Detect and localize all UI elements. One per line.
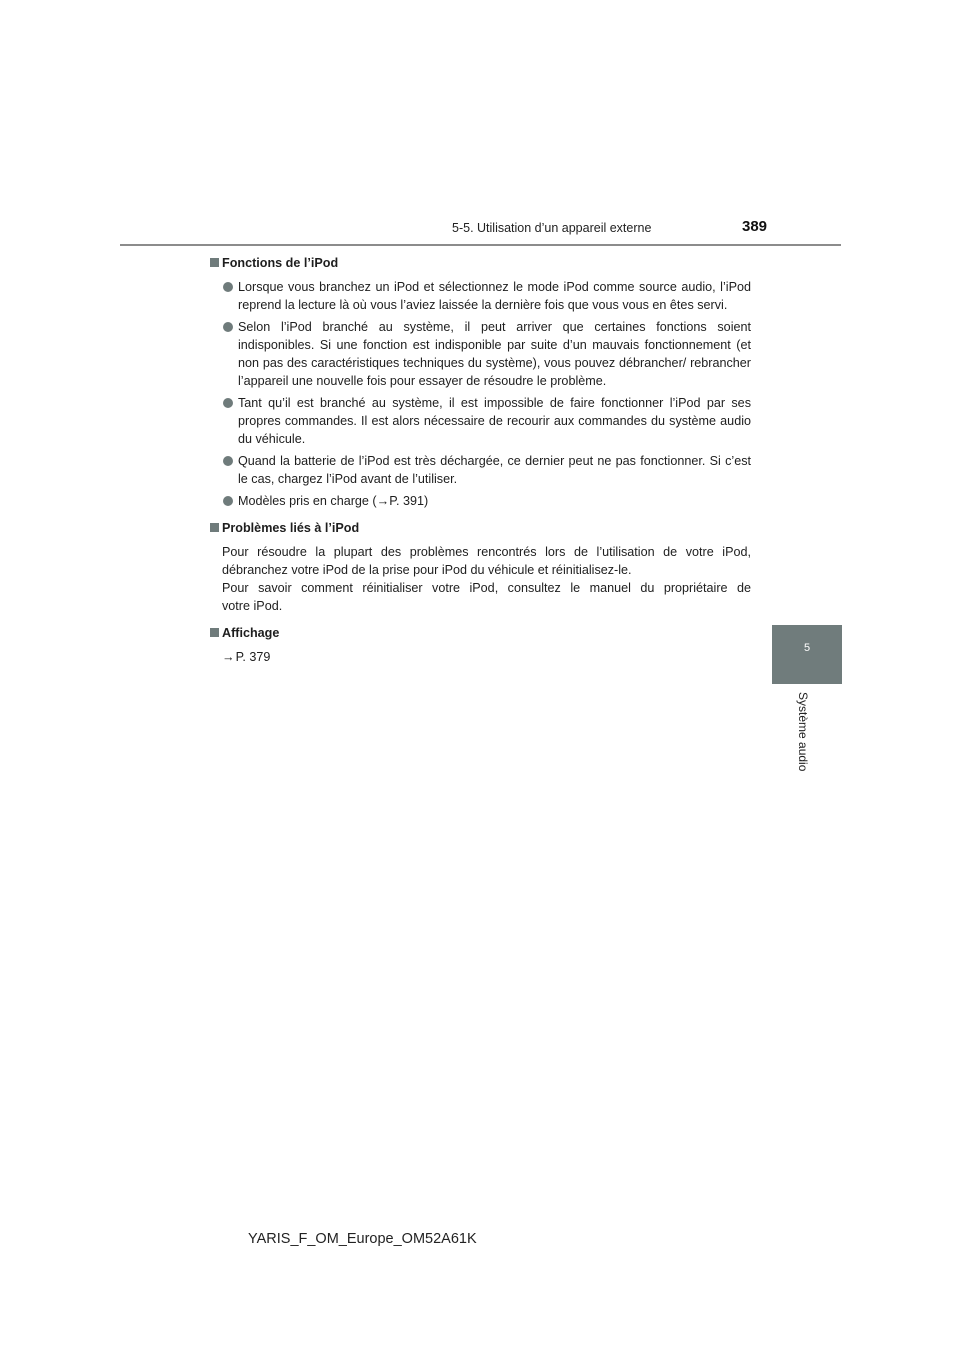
bullet-item (209, 394, 751, 448)
square-icon (210, 523, 219, 532)
arrow-icon: → (222, 650, 235, 664)
section-heading (209, 254, 751, 272)
section-heading-text: Affichage (222, 626, 280, 640)
section-ipod-problems (209, 519, 751, 615)
bullet-text: Tant qu’il est branché au système, il est impossible de faire fonctionner l’iPod par ses propres commandes. Il est alors nécessaire de recourir aux commandes du système audio du véhicule. (238, 396, 751, 446)
footer-document-code: YARIS_F_OM_Europe_OM52A61K (248, 1231, 477, 1247)
bullet-text: Selon l’iPod branché au système, il peut arriver que certaines fonctions soient indisponibles. Si une fonction est indisponible par suite d’un mauvais fonctionnement (et non pas des caractéristiques techniques du système), vous pouvez débrancher/ rebrancher l’appareil une nouvelle fois pour essayer de résoudre le problème. (238, 320, 751, 388)
square-icon (210, 258, 219, 267)
section-heading-text: Fonctions de l’iPod (222, 256, 339, 270)
section-heading-text: Problèmes liés à l’iPod (222, 521, 360, 535)
bullet-item (209, 318, 751, 390)
bullet-item (209, 492, 751, 510)
chapter-title: Système audio (796, 692, 810, 772)
dot-icon (223, 398, 233, 408)
dot-icon (223, 496, 233, 506)
paragraph-line: débranchez votre iPod de la prise pour iPod du véhicule et réinitialisez-le. (222, 563, 632, 577)
page-reference[interactable] (209, 648, 751, 666)
section-display (209, 624, 751, 666)
chapter-number: 5 (803, 642, 811, 654)
bullet-text: Quand la batterie de l’iPod est très déchargée, ce dernier peut ne pas fonctionner. Si c’est le cas, chargez l’iPod avant de l’utiliser. (238, 454, 751, 486)
section-paragraph (209, 543, 751, 615)
page-number: 389 (742, 218, 768, 235)
chapter-tab (772, 625, 842, 684)
square-icon (210, 628, 219, 637)
header-rule (120, 244, 841, 246)
page-content (209, 254, 751, 675)
section-heading (209, 519, 751, 537)
header-section-title: 5-5. Utilisation d’un appareil externe (452, 221, 652, 235)
bullet-text: Modèles pris en charge (→P. 391) (238, 494, 429, 508)
dot-icon (223, 456, 233, 466)
dot-icon (223, 322, 233, 332)
dot-icon (223, 282, 233, 292)
section-heading (209, 624, 751, 642)
section-ipod-functions (209, 254, 751, 510)
bullet-text: Lorsque vous branchez un iPod et sélectionnez le mode iPod comme source audio, l’iPod reprend la lecture là où vous l’aviez laissée la dernière fois que vous vous en êtes servi. (238, 280, 751, 312)
bullet-item (209, 278, 751, 314)
page-reference-text: P. 379 (235, 650, 271, 664)
bullet-item (209, 452, 751, 488)
paragraph-line: Pour résoudre la plupart des problèmes rencontrés lors de l’utilisation de votre iPod, (222, 545, 751, 559)
paragraph-line: votre iPod. (222, 599, 283, 613)
paragraph-line: Pour savoir comment réinitialiser votre iPod, consultez le manuel du propriétaire de (222, 581, 751, 595)
